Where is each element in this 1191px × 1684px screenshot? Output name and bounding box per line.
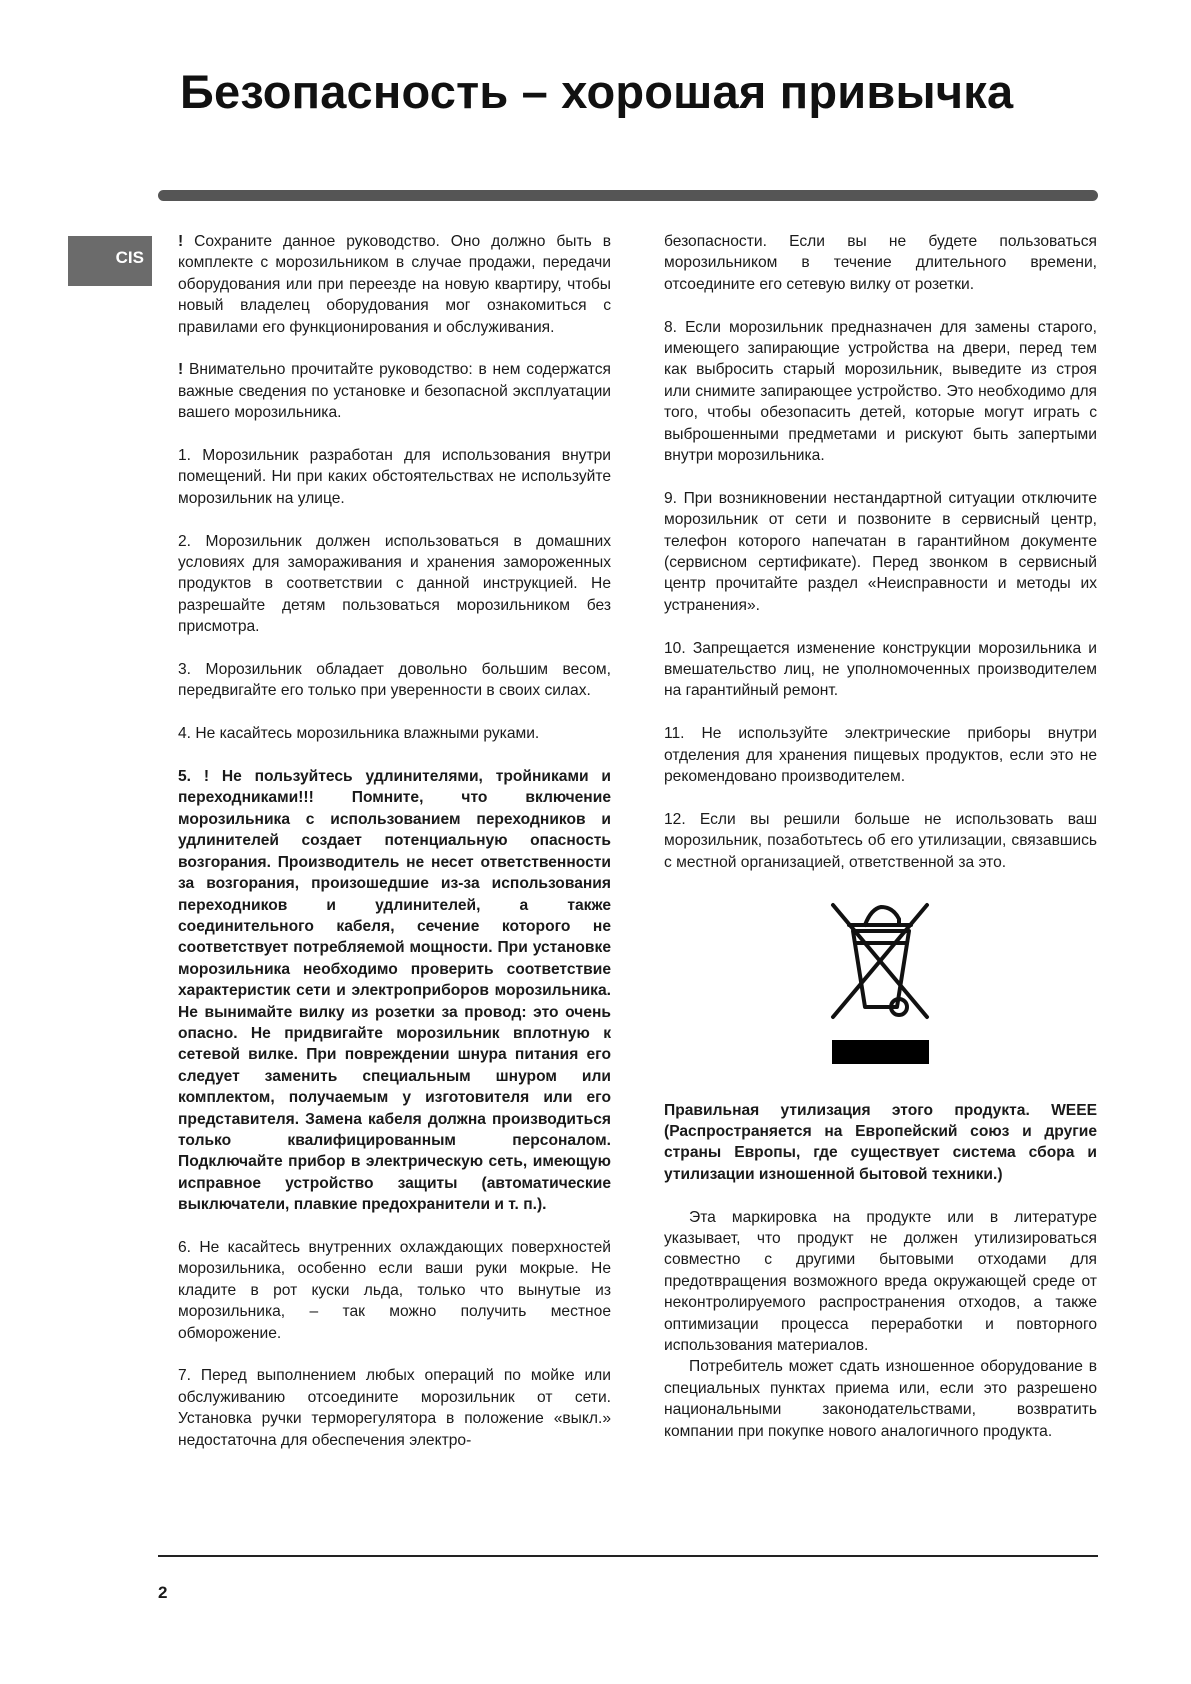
weee-paragraph-2: Потребитель может сдать изношенное оборудование в специальных пунктах приема или, если это разрешено национальными законодательствами, возвратить компании при покупке нового аналогичного продукта.	[664, 1358, 1097, 1440]
safety-item-2: 2. Морозильник должен использоваться в домашних условиях для замораживания и хранения замороженных продуктов в соответствии с данной инструкцией. Не разрешайте детям пользоваться морозильником без присмотра.	[178, 532, 611, 636]
crossed-out-bin-icon	[819, 895, 941, 1072]
weee-heading: Правильная утилизация этого продукта. WEEE (Распространяется на Европейский союз и другие страны Европы, где существует система сбора и утилизации изношенной бытовой техники.)	[664, 1101, 1097, 1183]
safety-item-11: 11. Не используйте электрические приборы внутри отделения для хранения пищевых продуктов, если это не рекомендовано производителем.	[664, 725, 1097, 786]
header-rule	[158, 190, 1098, 201]
safety-item-8: 8. Если морозильник предназначен для замены старого, имеющего запирающие устройства на двери, перед тем как выбросить старый морозильник, выведите из строя или снимите запирающее устройство. Это необходимо для того, чтобы обезопасить детей, которые могут играть с выброшенными предметами и рискуют быть запертыми внутри морозильника.	[664, 318, 1097, 465]
footer-rule	[158, 1555, 1098, 1557]
safety-item-7-continued: безопасности. Если вы не будете пользоваться морозильником в течение длительного времени, отсоедините его сетевую вилку от розетки.	[664, 233, 1097, 293]
safety-item-7: 7. Перед выполнением любых операций по мойке или обслуживанию отсоедините морозильник от сети. Установка ручки терморегулятора в положение «выкл.» недостаточна для обеспечения электро-	[178, 1367, 611, 1449]
intro-text-read-manual: Внимательно прочитайте руководство: в нем содержатся важные сведения по установке и безопасной эксплуатации вашего морозильника.	[178, 361, 611, 422]
safety-item-1: 1. Морозильник разработан для использования внутри помещений. Ни при каких обстоятельствах не используйте морозильник на улице.	[178, 447, 611, 507]
page-title: Безопасность – хорошая привычка	[180, 65, 1014, 118]
safety-item-4: 4. Не касайтесь морозильника влажными руками.	[178, 725, 540, 743]
exclamation-mark: !	[178, 361, 184, 379]
intro-paragraph-read-manual	[178, 359, 611, 423]
safety-item-6: 6. Не касайтесь внутренних охлаждающих поверхностей морозильника, особенно если ваши руки мокрые. Не кладите в рот куски льда, только что вынутые из морозильника, – так можно получить местное обморожение.	[178, 1238, 611, 1342]
right-column	[664, 231, 1097, 1442]
page-number: 2	[158, 1583, 168, 1602]
safety-item-10: 10. Запрещается изменение конструкции морозильника и вмешательство лиц, не уполномоченных производителем на гарантийный ремонт.	[664, 639, 1097, 700]
weee-paragraph-1: Эта маркировка на продукте или в литературе указывает, что продукт не должен утилизироваться совместно с другими бытовыми отходами для предотвращения возможного вреда окружающей среде от неконтролируемого распространения отходов, а также оптимизации процесса переработки и повторного использования материалов.	[664, 1208, 1097, 1354]
exclamation-mark: !	[178, 233, 184, 250]
safety-item-12: 12. Если вы решили больше не использовать ваш морозильник, позаботьтесь об его утилизации, связавшись с местной организацией, ответственной за это.	[664, 810, 1097, 871]
left-column	[178, 231, 611, 1472]
weee-symbol	[664, 895, 1097, 1072]
intro-paragraph-keep-manual	[178, 231, 611, 338]
safety-item-5-warning: 5. ! Не пользуйтесь удлинителями, тройниками и переходниками!!! Помните, что включение морозильника с использованием переходников и удлинителей создает потенциальную опасность возгорания. Производитель не несет ответственности за возгорания, произошедшие из-за использования переходников и удлинителей, а также соединительного кабеля, сечение которого не соответствует потребляемой мощности. При установке морозильника необходимо проверить соответствие характеристик сети и электроприборов морозильника. Не вынимайте вилку из розетки за провод: это очень опасно. Не придвигайте морозильник вплотную к сетевой вилке. При повреждении шнура питания его следует заменить специальным шнуром или комплектом, получаемым у изготовителя или его представителя. Замена кабеля должна производиться только квалифицированным персоналом. Подключайте прибор в электрическую сеть, имеющую исправное устройство защиты (автоматические выключатели, плавкие предохранители и т. п.).	[178, 768, 611, 1214]
safety-item-3: 3. Морозильник обладает довольно большим весом, передвигайте его только при уверенности в своих силах.	[178, 661, 611, 700]
intro-text-keep-manual: Сохраните данное руководство. Оно должно быть в комплекте с морозильником в случае продажи, передачи оборудования или при переезде на новую квартиру, чтобы новый владелец оборудования мог ознакомиться с правилами его функционирования и обслуживания.	[178, 233, 611, 336]
language-tab: CIS	[68, 236, 152, 286]
safety-item-9: 9. При возникновении нестандартной ситуации отключите морозильник от сети и позвоните в сервисный центр, телефон которого напечатан в гарантийном документе (сервисном сертификате). Перед звонком в сервисный центр прочитайте раздел «Неисправности и методы их устранения».	[664, 489, 1097, 614]
